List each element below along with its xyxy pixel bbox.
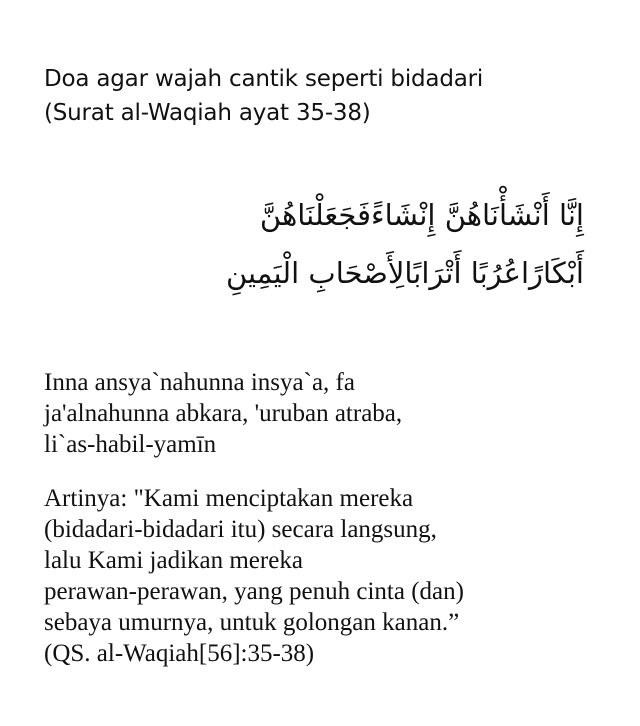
translation-line: Artinya: "Kami menciptakan mereka [44, 485, 414, 512]
citation: (QS. al-Waqiah[56]:35-38) [44, 640, 315, 667]
translation-line: perawan-perawan, yang penuh cinta (dan) [44, 578, 464, 605]
arabic-line: إِنَّا أَنْشَأْنَاهُنَّ إِنْشَاءًفَجَعَلْنَاهُنَّ [259, 198, 584, 232]
transliteration-line: ja'alnahunna abkara, 'uruban atraba, [44, 400, 403, 427]
title-subline: (Surat al-Waqiah ayat 35-38) [44, 100, 371, 126]
arabic-line: أَبْكَارًاعُرُبًا أَتْرَابًالِأَصْحَابِ الْيَمِينِ [225, 256, 584, 290]
translation-paragraph [44, 483, 614, 669]
translation-line: sebaya umurnya, untuk golongan kanan.” [44, 609, 460, 636]
page-title [44, 62, 604, 130]
translation-line: lalu Kami jadikan mereka [44, 547, 303, 574]
transliteration-line: Inna ansya`nahunna insya`a, fa [44, 369, 355, 396]
translation-line: (bidadari-bidadari itu) secara langsung, [44, 516, 437, 543]
arabic-verse [24, 186, 584, 302]
transliteration-line: li`as-habil-yamīn [44, 431, 217, 458]
title-line: Doa agar wajah cantik seperti bidadari [44, 66, 484, 92]
transliteration-paragraph [44, 367, 614, 460]
